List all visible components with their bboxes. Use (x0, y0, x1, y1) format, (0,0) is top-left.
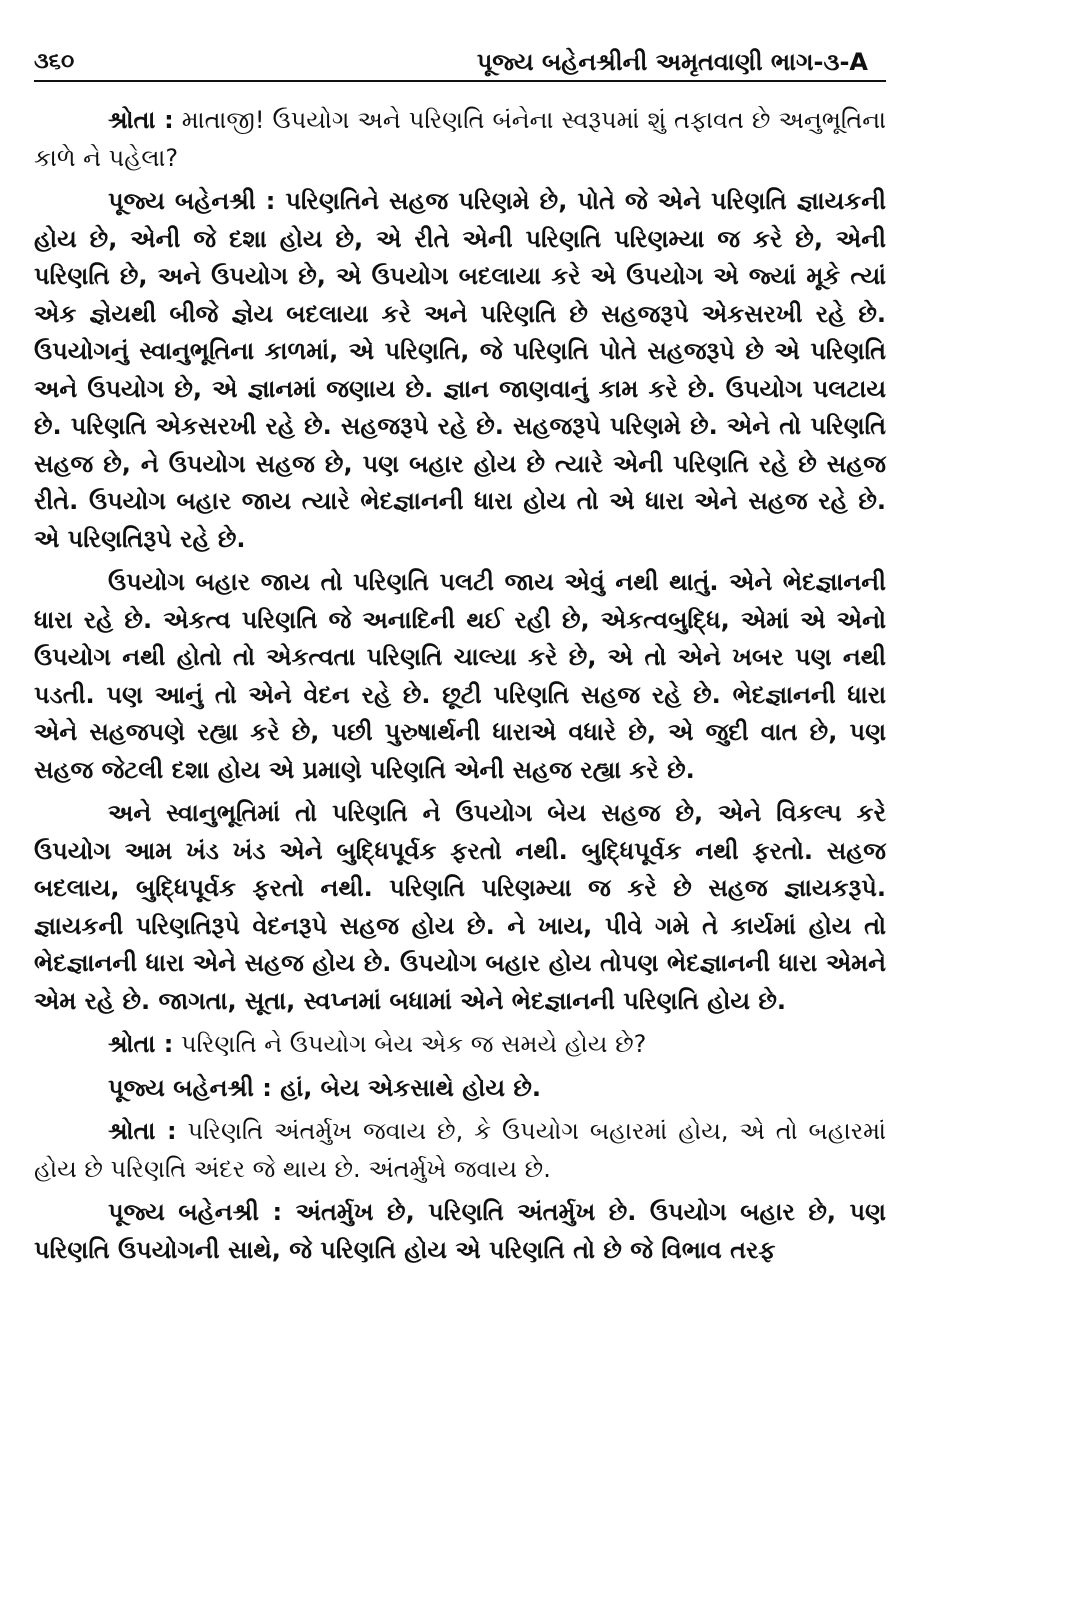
paragraph-text: અને સ્વાનુભૂતિમાં તો પરિણતિ ને ઉપયોગ બેય સહજ છે, એને વિકલ્પ કરે ઉપયોગ આમ ખંડ ખંડ એને બુદ્ધિપૂર્વક ફરતો નથી. બુદ્ધિપૂર્વક નથી ફરતો. સહજ બદલાય, બુદ્ધિપૂર્વક ફરતો નથી. પરિણતિ પરિણમ્યા જ કરે છે સહજ જ્ઞાયકરૂપે. જ્ઞાયકની પરિણતિરૂપે વેદનરૂપે સહજ હોય છે. ને ખાય, પીવે ગમે તે કાર્યમાં હોય તો ભેદજ્ઞાનની ધારા એને સહજ હોય છે. ઉપયોગ બહાર હોય તોપણ ભેદજ્ઞાનની ધારા એમને એમ રહે છે. જાગતા, સૂતા, સ્વપ્નમાં બધામાં એને ભેદજ્ઞાનની પરિણતિ હોય છે. (34, 799, 886, 1015)
page-number: ૩૬૦ (34, 49, 75, 74)
running-title: પૂજ્ય બહેનશ્રીની અમૃતવાણી ભાગ-૩-A (476, 48, 868, 76)
answer-paragraph (34, 795, 886, 1020)
paragraph-text: પરિણતિ અંતર્મુખ જવાય છે, કે ઉપયોગ બહારમાં હોય, એ તો બહારમાં હોય છે પરિણતિ અંદર જે થાય છે. અંતર્મુખે જવાય છે. (34, 1117, 886, 1183)
paragraph-text: માતાજી! ઉપયોગ અને પરિણતિ બંનેના સ્વરૂપમાં શું તફાવત છે અનુભૂતિના કાળે ને પહેલા? (34, 106, 886, 172)
paragraph-text: હાં, બેય એકસાથે હોય છે. (280, 1073, 542, 1102)
question-paragraph (34, 1113, 886, 1188)
body-text (34, 102, 886, 1275)
question-paragraph (34, 1026, 886, 1064)
paragraph-text: અંતર્મુખ છે, પરિણતિ અંતર્મુખ છે. ઉપયોગ બહાર છે, પણ પરિણતિ ઉપયોગની સાથે, જે પરિણતિ હોય એ પરિણતિ તો છે જે વિભાવ તરફ (34, 1198, 886, 1264)
speaker-label: પૂજ્ય બહેનશ્રી : (108, 1073, 272, 1102)
paragraph-text: પરિણતિને સહજ પરિણમે છે, પોતે જે એને પરિણતિ જ્ઞાયકની હોય છે, એની જે દશા હોય છે, એ રીતે એની પરિણતિ પરિણમ્યા જ કરે છે, એની પરિણતિ છે, અને ઉપયોગ છે, એ ઉપયોગ બદલાયા કરે એ ઉપયોગ એ જ્યાં મૂકે ત્યાં એક જ્ઞેયથી બીજે જ્ઞેય બદલાયા કરે અને પરિણતિ છે સહજરૂપે એકસરખી રહે છે. ઉપયોગનું સ્વાનુભૂતિના કાળમાં, એ પરિણતિ, જે પરિણતિ પોતે સહજરૂપે છે એ પરિણતિ અને ઉપયોગ છે, એ જ્ઞાનમાં જણાય છે. જ્ઞાન જાણવાનું કામ કરે છે. ઉપયોગ પલટાય છે. પરિણતિ એકસરખી રહે છે. સહજરૂપે રહે છે. સહજરૂપે પરિણમે છે. એને તો પરિણતિ સહજ છે, ને ઉપયોગ સહજ છે, પણ બહાર હોય છે ત્યારે એની પરિણતિ રહે છે સહજ રીતે. ઉપયોગ બહાર જાય ત્યારે ભેદજ્ઞાનની ધારા હોય તો એ ધારા એને સહજ રહે છે. એ પરિણતિરૂપે રહે છે. (34, 187, 886, 553)
speaker-label: શ્રોતા : (108, 106, 174, 134)
answer-paragraph (34, 1070, 886, 1108)
speaker-label: પૂજ્ય બહેનશ્રી : (108, 187, 276, 215)
answer-paragraph (34, 1194, 886, 1269)
answer-paragraph (34, 564, 886, 789)
paragraph-text: ઉપયોગ બહાર જાય તો પરિણતિ પલટી જાય એવું નથી થાતું. એને ભેદજ્ઞાનની ધારા રહે છે. એકત્વ પરિણતિ જે અનાદિની થઈ રહી છે, એકત્વબુદ્ધિ, એમાં એ એનો ઉપયોગ નથી હોતો તો એકત્વતા પરિણતિ ચાલ્યા કરે છે, એ તો એને ખબર પણ નથી પડતી. પણ આનું તો એને વેદન રહે છે. છૂટી પરિણતિ સહજ રહે છે. ભેદજ્ઞાનની ધારા એને સહજપણે રહ્યા કરે છે, પછી પુરુષાર્થની ધારાએ વધારે છે, એ જુદી વાત છે, પણ સહજ જેટલી દશા હોય એ પ્રમાણે પરિણતિ એની સહજ રહ્યા કરે છે. (34, 568, 886, 784)
paragraph-text: પરિણતિ ને ઉપયોગ બેય એક જ સમયે હોય છે? (180, 1030, 647, 1058)
answer-paragraph (34, 183, 886, 558)
speaker-label: શ્રોતા : (108, 1117, 177, 1145)
page-header (34, 44, 886, 82)
speaker-label: પૂજ્ય બહેનશ્રી : (108, 1198, 283, 1226)
question-paragraph (34, 102, 886, 177)
speaker-label: શ્રોતા : (108, 1030, 174, 1058)
